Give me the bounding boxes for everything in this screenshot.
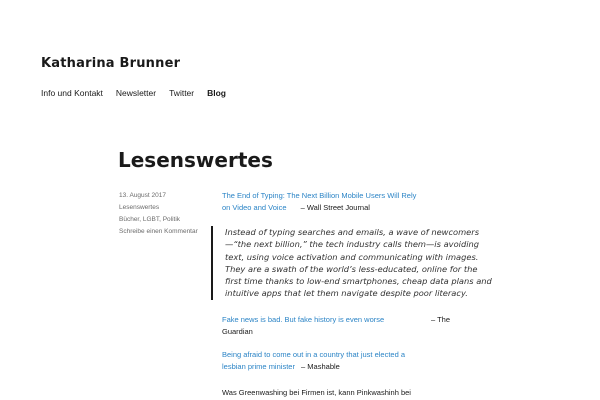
post-paragraph: Was Greenwashing bei Firmen ist, kann Pinkwashinh bei [222, 387, 411, 397]
article-link[interactable]: Fake news is bad. But fake history is even worse [222, 314, 385, 324]
post-content [222, 190, 492, 399]
article-source: – The [430, 314, 450, 324]
article-entry [222, 349, 492, 373]
nav-item-twitter[interactable]: Twitter [169, 88, 195, 98]
post-category[interactable]: Lesenswertes [119, 204, 160, 211]
post-tags[interactable]: Bücher, LGBT, Politik [119, 216, 181, 223]
post-date[interactable]: 13. August 2017 [119, 192, 166, 199]
page-title: Lesenswertes [118, 148, 273, 172]
article-source: – Wall Street Journal [300, 203, 370, 212]
site-title[interactable]: Katharina Brunner [41, 56, 181, 71]
nav-item-blog[interactable]: Blog [207, 88, 226, 98]
main-nav [41, 88, 239, 98]
comment-link[interactable]: Schreibe einen Kommentar [119, 228, 198, 235]
article-source-continued: Guardian [222, 326, 253, 336]
article-link[interactable]: on Video and Voice [222, 203, 287, 212]
article-link[interactable]: lesbian prime minister [222, 361, 295, 371]
post-meta [119, 190, 198, 238]
quote-block: Instead of typing searches and emails, a wave of newcomers —“the next billion,” the tech industry calls them—is avoiding text, using voice activation and communicating with images. They are a swath of the world’s less-educated, online for the first time thanks to low-end smartphones, cheap data plans and intuitive apps that let them navigate despite poor literacy. [211, 226, 493, 300]
article-link[interactable]: The End of Typing: The Next Billion Mobile Users Will Rely [222, 191, 417, 200]
article-entry [222, 190, 492, 214]
article-link[interactable]: Being afraid to come out in a country that just elected a [222, 349, 406, 359]
article-source: – Mashable [301, 361, 340, 371]
article-entry [222, 314, 492, 338]
nav-item-info-und-kontakt[interactable]: Info und Kontakt [41, 88, 103, 98]
nav-item-newsletter[interactable]: Newsletter [115, 88, 157, 98]
